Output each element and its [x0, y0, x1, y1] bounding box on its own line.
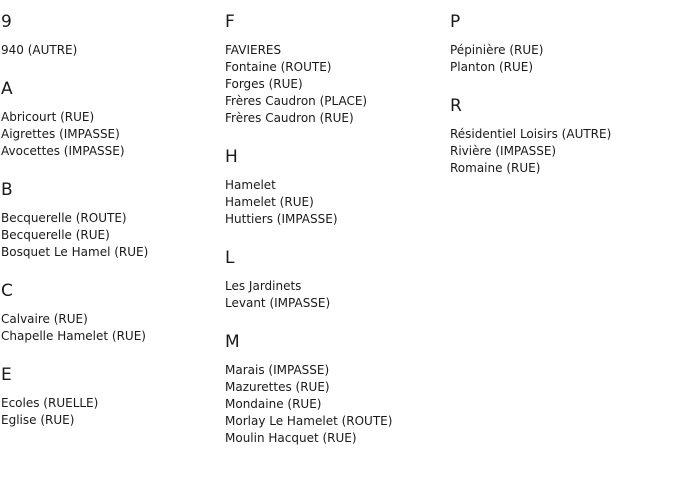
street-list	[225, 362, 440, 447]
street-link[interactable]: Rivière (IMPASSE)	[450, 144, 557, 158]
street-link[interactable]: Ecoles (RUELLE)	[1, 396, 99, 410]
street-link[interactable]: Moulin Hacquet (RUE)	[225, 431, 357, 445]
street-index-column-1	[1, 12, 216, 429]
street-link[interactable]: Chapelle Hamelet (RUE)	[1, 329, 146, 343]
street-list	[1, 210, 216, 261]
street-link[interactable]: Hamelet	[225, 178, 276, 192]
letter-group	[450, 96, 670, 177]
street-link[interactable]: Frères Caudron (RUE)	[225, 111, 354, 125]
street-link[interactable]: Planton (RUE)	[450, 60, 534, 74]
street-link[interactable]: 940 (AUTRE)	[1, 43, 78, 57]
section-letter: A	[1, 79, 13, 99]
letter-group	[1, 180, 216, 261]
section-letter: E	[1, 365, 12, 385]
street-list	[1, 42, 216, 59]
letter-group	[225, 248, 440, 312]
street-link[interactable]: Becquerelle (RUE)	[1, 228, 110, 242]
street-link[interactable]: Becquerelle (ROUTE)	[1, 211, 127, 225]
street-link[interactable]: Fontaine (ROUTE)	[225, 60, 332, 74]
street-list	[1, 395, 216, 429]
street-link[interactable]: Forges (RUE)	[225, 77, 303, 91]
section-letter: P	[450, 12, 461, 32]
street-list	[225, 42, 440, 127]
street-list	[450, 42, 670, 76]
street-link[interactable]: Mazurettes (RUE)	[225, 380, 330, 394]
street-link[interactable]: Pépinière (RUE)	[450, 43, 544, 57]
street-link[interactable]: Levant (IMPASSE)	[225, 296, 331, 310]
street-link[interactable]: Bosquet Le Hamel (RUE)	[1, 245, 149, 259]
street-link[interactable]: Abricourt (RUE)	[1, 110, 95, 124]
street-link[interactable]: FAVIERES	[225, 43, 282, 57]
section-letter: 9	[1, 12, 12, 32]
section-letter: B	[1, 180, 13, 200]
street-link[interactable]: Hamelet (RUE)	[225, 195, 314, 209]
letter-group	[225, 332, 440, 447]
street-link[interactable]: Aigrettes (IMPASSE)	[1, 127, 120, 141]
street-link[interactable]: Eglise (RUE)	[1, 413, 75, 427]
street-list	[225, 278, 440, 312]
street-list	[1, 109, 216, 160]
letter-group	[225, 147, 440, 228]
street-list	[225, 177, 440, 228]
section-letter: R	[450, 96, 462, 116]
street-index-column-2	[225, 12, 440, 447]
letter-group	[1, 281, 216, 345]
section-letter: L	[225, 248, 235, 268]
section-letter: H	[225, 147, 238, 167]
street-index-column-3	[450, 12, 670, 177]
street-list	[450, 126, 670, 177]
section-letter: M	[225, 332, 240, 352]
street-link[interactable]: Résidentiel Loisirs (AUTRE)	[450, 127, 612, 141]
letter-group	[225, 12, 440, 127]
section-letter: F	[225, 12, 235, 32]
street-link[interactable]: Marais (IMPASSE)	[225, 363, 330, 377]
section-letter: C	[1, 281, 13, 301]
street-link[interactable]: Calvaire (RUE)	[1, 312, 88, 326]
street-link[interactable]: Morlay Le Hamelet (ROUTE)	[225, 414, 393, 428]
street-link[interactable]: Les Jardinets	[225, 279, 302, 293]
street-link[interactable]: Huttiers (IMPASSE)	[225, 212, 338, 226]
street-link[interactable]: Romaine (RUE)	[450, 161, 541, 175]
letter-group	[1, 79, 216, 160]
street-link[interactable]: Avocettes (IMPASSE)	[1, 144, 125, 158]
letter-group	[450, 12, 670, 76]
street-link[interactable]: Mondaine (RUE)	[225, 397, 322, 411]
letter-group	[1, 365, 216, 429]
letter-group	[1, 12, 216, 59]
street-link[interactable]: Frères Caudron (PLACE)	[225, 94, 368, 108]
street-list	[1, 311, 216, 345]
